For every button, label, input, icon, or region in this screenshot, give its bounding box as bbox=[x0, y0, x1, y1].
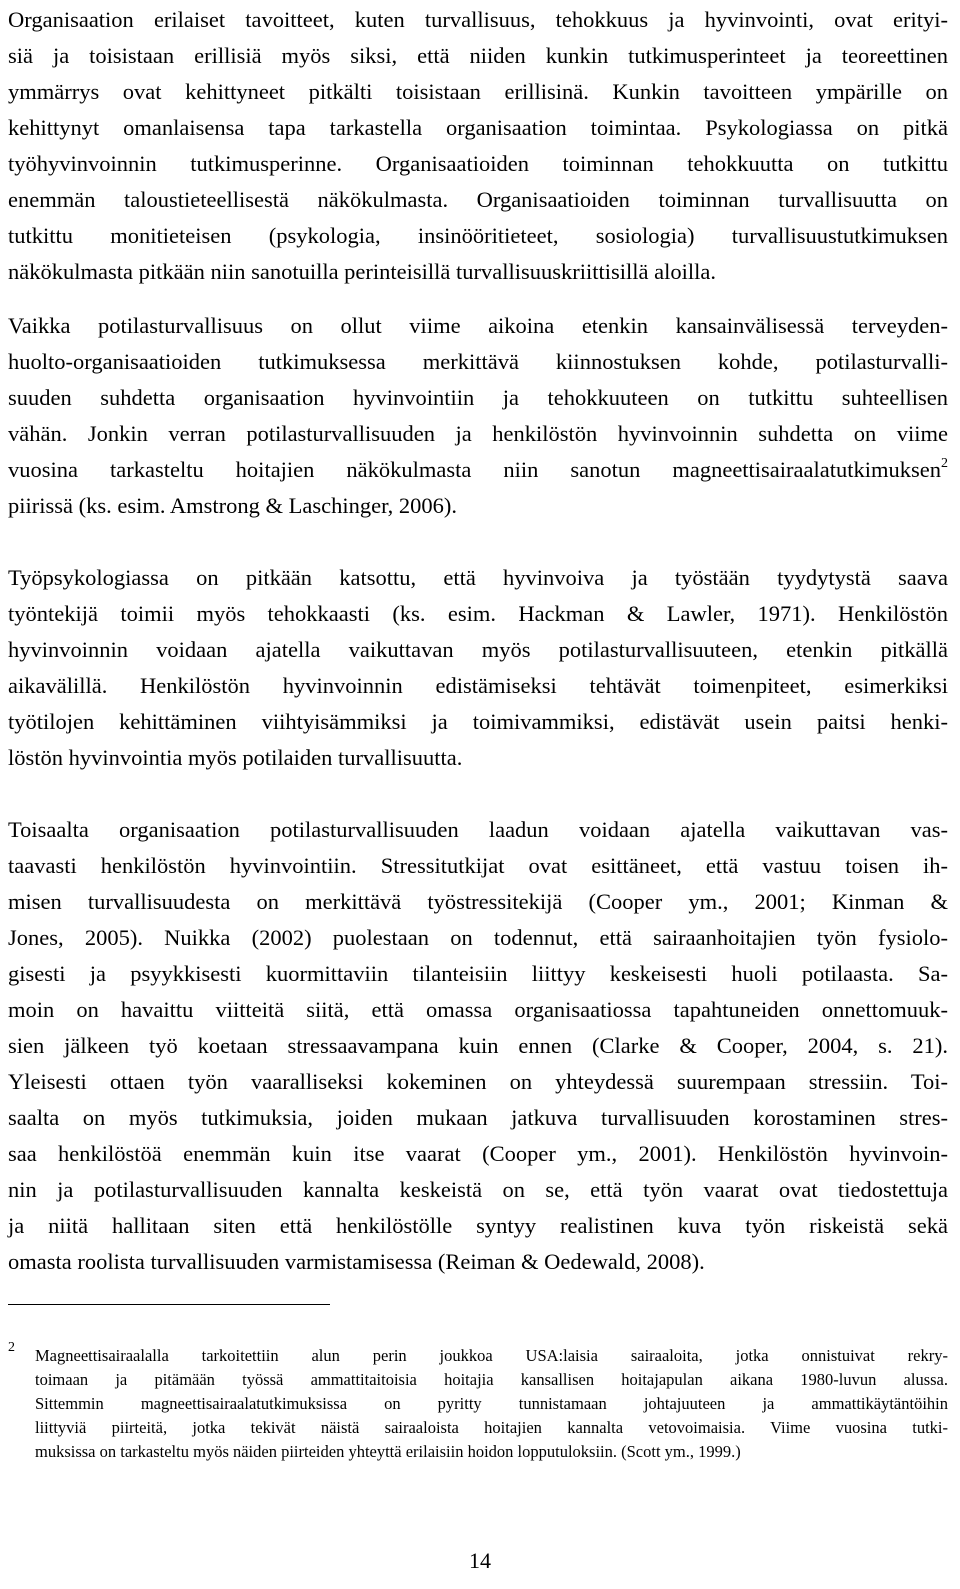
text-line: Työpsykologiassa on pitkään katsottu, että hyvinvoiva ja työstään tyydytystä saava bbox=[8, 565, 948, 590]
text-line: tutkittu monitieteisen (psykologia, insinööritieteet, sosiologia) turvallisuustutkimuksen bbox=[8, 223, 948, 248]
text-line: huolto-organisaatioiden tutkimuksessa merkittävä kiinnostuksen kohde, potilasturvalli- bbox=[8, 349, 948, 374]
text-line: Toisaalta organisaation potilasturvallisuuden laadun voidaan ajatella vaikuttavan vas- bbox=[8, 817, 948, 842]
text-line: työhyvinvoinnin tutkimusperinne. Organisaatioiden toiminnan tehokkuutta on tutkittu bbox=[8, 151, 948, 176]
text-line: Yleisesti ottaen työn vaaralliseksi kokeminen on yhteydessä suurempaan stressiin. Toi- bbox=[8, 1069, 948, 1094]
text-line: Organisaation erilaiset tavoitteet, kuten turvallisuus, tehokkuus ja hyvinvointi, ovat erityi- bbox=[8, 7, 948, 32]
text-line: ja niitä hallitaan siten että henkilöstölle syntyy realistinen kuva työn riskeistä sekä bbox=[8, 1213, 948, 1238]
footnote-line: Magneettisairaalalla tarkoitettiin alun perin joukkoa USA:laisia sairaaloita, jotka onnistuivat rekry- bbox=[35, 1346, 948, 1365]
text-line: sien jälkeen työ koetaan stressaavampana kuin ennen (Clarke & Cooper, 2004, s. 21). bbox=[8, 1033, 948, 1058]
text-line: saalta on myös tutkimuksia, joiden mukaan jatkuva turvallisuuden korostaminen stres- bbox=[8, 1105, 948, 1130]
paragraph-2 bbox=[8, 308, 948, 524]
footnote-line: liittyviä piirteitä, jotka tekivät näistä sairaaloista hoitajien kannalta vetovoimaisia. Viime vuosina tutki- bbox=[35, 1418, 948, 1437]
footnote-reference: 2 bbox=[941, 456, 948, 471]
footnote-line: Sittemmin magneettisairaalatutkimuksissa on pyritty tunnistamaan johtajuuteen ja ammattikäytäntöihin bbox=[35, 1394, 948, 1413]
footnote-mark: 2 bbox=[8, 1340, 15, 1355]
text-line: taavasti henkilöstön hyvinvointiin. Stressitutkijat ovat esittäneet, että vastuu toisen ih- bbox=[8, 853, 948, 878]
footnote-line: muksissa on tarkasteltu myös näiden piirteiden yhteyttä erilaisiin hoidon lopputuloksiin. (Scott ym., 1999.) bbox=[35, 1442, 741, 1461]
text-line: aikavälillä. Henkilöstön hyvinvoinnin edistämiseksi tehtävät toimenpiteet, esimerkiksi bbox=[8, 673, 948, 698]
paragraph-4 bbox=[8, 812, 948, 1280]
text-line: saa henkilöstöä enemmän kuin itse vaarat (Cooper ym., 2001). Henkilöstön hyvinvoin- bbox=[8, 1141, 948, 1166]
text-line: kehittynyt omanlaisensa tapa tarkastella organisaation toimintaa. Psykologiassa on pitkä bbox=[8, 115, 948, 140]
footnote-line: toimaan ja pitämään työssä ammattitaitoisia hoitajia kansallisen hoitajapulan aikana 1980-luvun alussa. bbox=[35, 1370, 948, 1389]
text-line: piirissä (ks. esim. Amstrong & Laschinger, 2006). bbox=[8, 493, 458, 518]
text-line: misen turvallisuudesta on merkittävä työstressitekijä (Cooper ym., 2001; Kinman & bbox=[8, 889, 948, 914]
text-line: Vaikka potilasturvallisuus on ollut viime aikoina etenkin kansainvälisessä terveyden- bbox=[8, 313, 948, 338]
text-line: näkökulmasta pitkään niin sanotuilla perinteisillä turvallisuuskriittisillä aloilla. bbox=[8, 259, 716, 284]
text-line-with-footnote-ref bbox=[8, 452, 948, 488]
paragraph-1 bbox=[8, 2, 948, 290]
text-line: löstön hyvinvointia myös potilaiden turvallisuutta. bbox=[8, 745, 463, 770]
paragraph-3 bbox=[8, 560, 948, 776]
text-line-content: vuosina tarkasteltu hoitajien näkökulmasta niin sanotun magneettisairaalatutkimuksen bbox=[8, 457, 941, 482]
text-line: suuden suhdetta organisaation hyvinvointiin ja tehokkuuteen on tutkittu suhteellisen bbox=[8, 385, 948, 410]
text-line: siä ja toisistaan erillisiä myös siksi, että niiden kunkin tutkimusperinteet ja teoreettinen bbox=[8, 43, 948, 68]
text-line: omasta roolista turvallisuuden varmistamisessa (Reiman & Oedewald, 2008). bbox=[8, 1249, 705, 1274]
text-line: hyvinvoinnin voidaan ajatella vaikuttavan myös potilasturvallisuuteen, etenkin pitkällä bbox=[8, 637, 948, 662]
text-line: gisesti ja psyykkisesti kuormittaviin tilanteisiin liittyy keskeisesti huoli potilaasta. Sa- bbox=[8, 961, 948, 986]
text-line: ymmärrys ovat kehittyneet pitkälti toisistaan erillisinä. Kunkin tavoitteen ympärille on bbox=[8, 79, 948, 104]
footnote-separator bbox=[8, 1304, 330, 1305]
footnote-text bbox=[35, 1344, 948, 1464]
text-line: nin ja potilasturvallisuuden kannalta keskeistä on se, että työn vaarat ovat tiedostettuja bbox=[8, 1177, 948, 1202]
page-number: 14 bbox=[469, 1548, 491, 1573]
text-line: vähän. Jonkin verran potilasturvallisuuden ja henkilöstön hyvinvoinnin suhdetta on viime bbox=[8, 421, 948, 446]
text-line: moin on havaittu viitteitä siitä, että omassa organisaatiossa tapahtuneiden onnettomuuk- bbox=[8, 997, 948, 1022]
text-line: Jones, 2005). Nuikka (2002) puolestaan on todennut, että sairaanhoitajien työn fysiolo- bbox=[8, 925, 948, 950]
text-line: enemmän taloustieteellisestä näkökulmasta. Organisaatioiden toiminnan turvallisuutta on bbox=[8, 187, 948, 212]
text-line: työtilojen kehittäminen viihtyisämmiksi ja toimivammiksi, edistävät usein paitsi henki- bbox=[8, 709, 948, 734]
text-line: työntekijä toimii myös tehokkaasti (ks. esim. Hackman & Lawler, 1971). Henkilöstön bbox=[8, 601, 948, 626]
